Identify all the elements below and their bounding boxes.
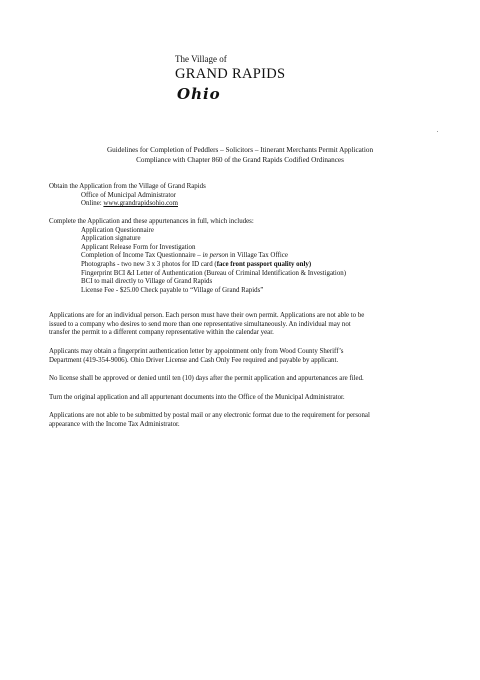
list-item: Applicant Release Form for Investigation [81, 243, 196, 251]
list-item: Fingerprint BCI &I Letter of Authentication (Bureau of Criminal Identification & Investigation) [81, 269, 347, 277]
list-item [49, 261, 444, 270]
obtain-online [49, 200, 444, 209]
complete-intro: Complete the Application and these appurtenances in full, which includes: [49, 218, 254, 225]
letterhead-village-of: The Village of [175, 54, 227, 64]
scan-speck [437, 131, 438, 132]
item4-part-a: Completion of Income Tax Questionnaire – [81, 252, 203, 260]
paragraph-line: appearance with the Income Tax Administrator. [49, 420, 180, 428]
heading-line-2: Compliance with Chapter 860 of the Grand Rapids Codified Ordinances [136, 155, 344, 164]
paragraph-waiting-period [49, 375, 444, 384]
paragraph-line: Applications are for an individual person. Each person must have their own permit. Applications are not able to be [49, 312, 365, 319]
list-item: Application signature [81, 235, 141, 243]
paragraph-line: Applications are not able to be submitted by postal mail or any electronic format due to the requirement for personal [49, 412, 370, 419]
complete-section [49, 218, 444, 295]
item4-part-c: in Village Tax Office [228, 252, 288, 260]
paragraph-turn-in [49, 394, 444, 403]
paragraph-line: issued to a company who desires to send more than one representative simultaneously. An individual may not [49, 320, 351, 328]
letterhead-grand-rapids: GRAND RAPIDS [175, 66, 286, 82]
list-item: Application Questionnaire [81, 226, 154, 234]
paragraph-line: No license shall be approved or denied until ten (10) days after the permit application and appurtenances are filed. [49, 375, 364, 382]
paragraph-line: Applicants may obtain a fingerprint authentication letter by appointment only from Wood County Sheriff’s [49, 348, 344, 355]
obtain-office: Office of Municipal Administrator [81, 191, 176, 199]
online-label: Online: [81, 200, 104, 208]
obtain-section [49, 183, 444, 209]
paragraph-fingerprint [49, 348, 444, 365]
letterhead [175, 54, 375, 103]
paragraph-line: transfer the permit to a different company representative within the calendar year. [49, 329, 274, 337]
letterhead-ohio-script: Ohio [177, 85, 221, 103]
paragraph-individual [49, 312, 444, 338]
list-item: License Fee - $25.00 Check payable to “Village of Grand Rapids” [81, 286, 264, 294]
list-item [49, 252, 444, 261]
paragraph-submission [49, 412, 444, 429]
item5-part-b: face front passport quality only) [216, 260, 312, 268]
document-heading [40, 146, 440, 165]
list-item: BCI to mail directly to Village of Grand Rapids [81, 278, 213, 286]
item5-part-a: Photographs - two new 3 x 3 photos for ID card ( [81, 260, 217, 268]
item4-part-b: in person [202, 252, 229, 260]
heading-line-1: Guidelines for Completion of Peddlers – Solicitors – Itinerant Merchants Permit Application [106, 146, 374, 154]
website-link[interactable]: www.grandrapidsohio.com [103, 200, 178, 208]
paragraph-line: Turn the original application and all appurtenant documents into the Office of the Municipal Administrator. [49, 394, 345, 401]
paragraph-line: Department (419-354-9006). Ohio Driver License and Cash Only Fee required and payable by applicant. [49, 356, 339, 364]
obtain-intro: Obtain the Application from the Village of Grand Rapids [49, 183, 206, 190]
